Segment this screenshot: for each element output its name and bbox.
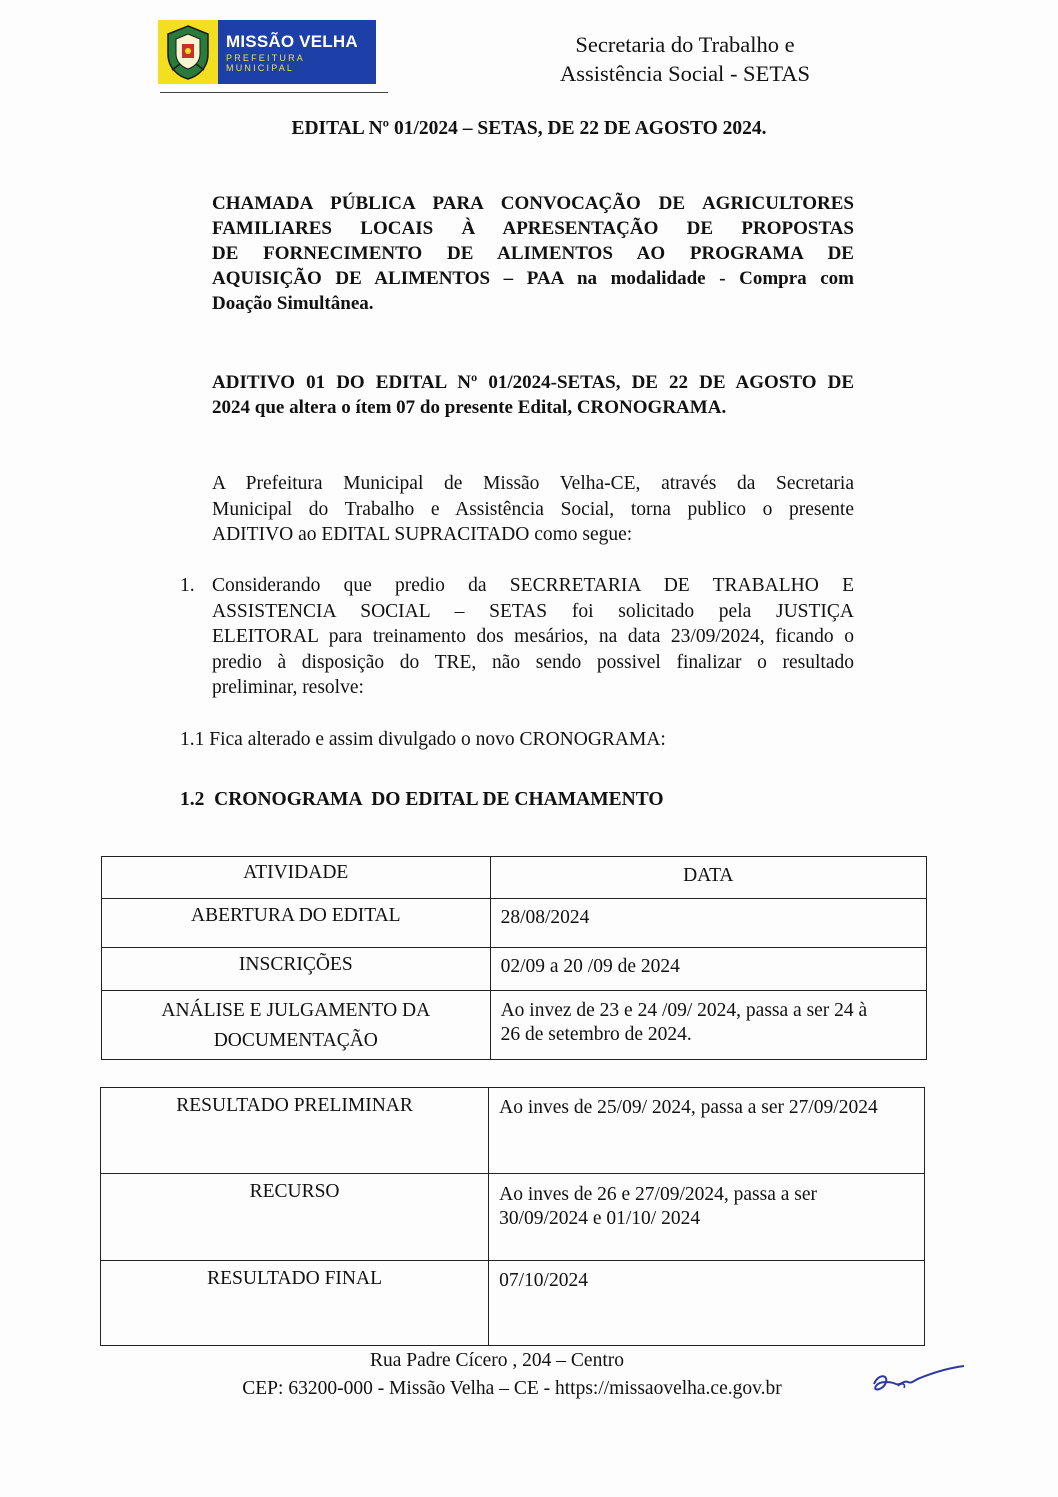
cell-data-line: 30/09/2024 e 01/10/ 2024 [499, 1208, 701, 1229]
cell-data-line: Ao invez de 23 e 24 /09/ 2024, passa a ser 24 à [500, 1000, 868, 1021]
item-1-line: predio à disposição do TRE, não sendo possivel finalizar o resultado [212, 651, 854, 673]
table-header-row [102, 857, 927, 899]
table-row [101, 1261, 925, 1346]
table-row [101, 1088, 925, 1174]
cell-atividade: ABERTURA DO EDITAL [102, 899, 491, 948]
cell-data: 07/10/2024 [489, 1261, 925, 1346]
municipal-crest-icon [158, 20, 218, 84]
item-1-number: 1. [180, 575, 195, 596]
cell-atividade: RECURSO [101, 1174, 489, 1261]
chamada-line: CHAMADA PÚBLICA PARA CONVOCAÇÃO DE AGRICULTORES [212, 193, 854, 214]
cronograma-table-2 [100, 1087, 925, 1346]
header-data: DATA [490, 857, 926, 899]
intro-paragraph [212, 471, 854, 548]
handwritten-signature-icon [868, 1362, 968, 1403]
cell-data-line: Ao inves de 26 e 27/09/2024, passa a ser [499, 1184, 818, 1205]
item-1-line: ELEITORAL para treinamento dos mesários, na data 23/09/2024, ficando o [212, 626, 854, 647]
chamada-line: Doação Simultânea. [212, 293, 374, 314]
cell-data: 02/09 a 20 /09 de 2024 [490, 948, 926, 991]
cell-data: 28/08/2024 [490, 899, 926, 948]
cell-atividade-line: DOCUMENTAÇÃO [213, 1030, 378, 1051]
footer-address: Rua Padre Cícero , 204 – Centro [370, 1350, 624, 1371]
cell-atividade: RESULTADO FINAL [101, 1261, 489, 1346]
cell-data [489, 1174, 925, 1261]
item-1-line: Considerando que predio da SECRRETARIA DE TRABALHO E [212, 575, 854, 596]
aditivo-heading [212, 370, 854, 420]
table-row [101, 1174, 925, 1261]
table-row [102, 991, 927, 1060]
item-1-paragraph [212, 573, 854, 701]
chamada-publica-heading [212, 191, 854, 316]
footer-contact: CEP: 63200-000 - Missão Velha – CE - https://missaovelha.ce.gov.br [242, 1378, 782, 1399]
table-row [102, 899, 927, 948]
secretaria-line-2: Assistência Social - SETAS [559, 61, 811, 86]
logo-name: MISSÃO VELHA [226, 31, 358, 51]
intro-line: ADITIVO ao EDITAL SUPRACITADO como segue: [212, 524, 633, 545]
secretaria-line-1: Secretaria do Trabalho e [575, 32, 795, 57]
header-atividade: ATIVIDADE [102, 857, 491, 899]
cell-atividade [102, 991, 491, 1060]
cronograma-heading: 1.2 CRONOGRAMA DO EDITAL DE CHAMAMENTO [180, 789, 664, 810]
aditivo-line: ADITIVO 01 DO EDITAL Nº 01/2024-SETAS, DE 22 DE AGOSTO DE [212, 372, 854, 393]
cell-atividade: RESULTADO PRELIMINAR [101, 1088, 489, 1174]
chamada-line: FAMILIARES LOCAIS À APRESENTAÇÃO DE PROPOSTAS [212, 218, 854, 239]
chamada-line: DE FORNECIMENTO DE ALIMENTOS AO PROGRAMA DE [212, 243, 854, 264]
cell-data [490, 991, 926, 1060]
item-1-line: ASSISTENCIA SOCIAL – SETAS foi solicitado pela JUSTIÇA [212, 600, 854, 622]
aditivo-line: 2024 que altera o ítem 07 do presente Edital, CRONOGRAMA. [212, 397, 727, 418]
cell-atividade: INSCRIÇÕES [102, 948, 491, 991]
cell-atividade-line: ANÁLISE E JULGAMENTO DA [161, 1000, 431, 1021]
secretaria-header [520, 30, 850, 88]
edital-title: EDITAL Nº 01/2024 – SETAS, DE 22 DE AGOSTO 2024. [291, 118, 767, 139]
item-1-1: 1.1 Fica alterado e assim divulgado o novo CRONOGRAMA: [180, 729, 666, 750]
cronograma-table-1 [101, 856, 927, 1060]
table-row [102, 948, 927, 991]
cell-data-line: 26 de setembro de 2024. [500, 1024, 692, 1045]
header-divider [160, 92, 388, 93]
cell-data: Ao inves de 25/09/ 2024, passa a ser 27/09/2024 [489, 1088, 925, 1174]
logo-subtitle: PREFEITURA MUNICIPAL [226, 52, 305, 73]
item-1-line: preliminar, resolve: [212, 677, 364, 698]
intro-line: Municipal do Trabalho e Assistência Social, torna publico o presente [212, 498, 854, 520]
intro-line: A Prefeitura Municipal de Missão Velha-CE, através da Secretaria [212, 473, 854, 494]
municipal-logo [158, 20, 376, 84]
chamada-line: AQUISIÇÃO DE ALIMENTOS – PAA na modalidade - Compra com [212, 268, 854, 289]
